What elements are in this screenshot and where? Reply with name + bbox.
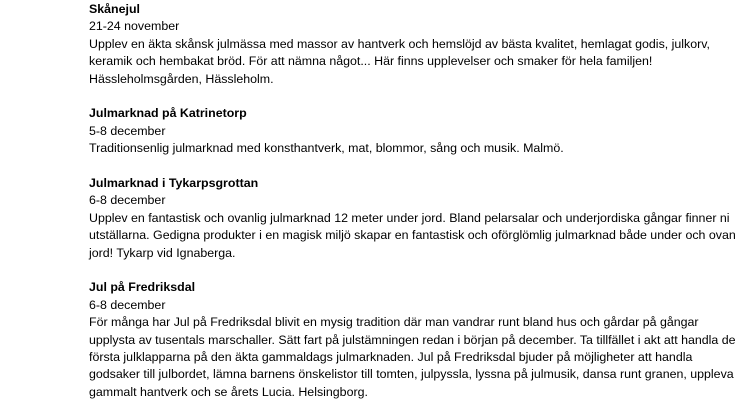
document-body	[89, 1, 739, 419]
event-title: Jul på Fredriksdal	[89, 280, 196, 295]
event-katrinetorp	[89, 105, 739, 157]
event-fredriksdal	[89, 279, 739, 401]
event-date: 21-24 november	[89, 19, 180, 34]
event-skanejul	[89, 1, 739, 88]
event-description: Traditionsenlig julmarknad med konsthantverk, mat, blommor, sång och musik. Malmö.	[89, 141, 564, 156]
event-description: Upplev en äkta skånsk julmässa med massor av hantverk och hemslöjd av bästa kvalitet, hemlagat godis, julkorv, keramik och hembakat bröd. För att nämna något... Här finns upplevelser och smaker för hela familjen! Hässleholmsgården, Hässleholm.	[89, 36, 710, 86]
event-title: Skånejul	[89, 2, 140, 16]
event-description: För många har Jul på Fredriksdal blivit en mysig tradition där man vandrar runt bland hus och gårdar på gångar upplysta av tusentals marschaller. Sätt fart på julstämningen redan i början på december. Ta tillfället i akt att handla de första julklapparna på den äkta gammaldags julmarknaden. Jul på Fredriksdal bjuder på möjligheter att handla godsaker till julbordet, lämna barnens önskelistor till tomten, julpyssla, lyssna på julmusik, dansa runt granen, uppleva gammalt hantverk och se årets Lucia. Helsingborg.	[89, 315, 736, 399]
event-tykarpsgrottan	[89, 175, 739, 262]
event-date: 5-8 december	[89, 123, 166, 138]
event-description: Upplev en fantastisk och ovanlig julmarknad 12 meter under jord. Bland pelarsalar och underjordiska gångar finner ni utställarna. Gedigna produkter i en magisk miljö skapar en fantastisk och oförglömlig julmarknad både under och ovan jord! Tykarp vid Ignaberga.	[89, 210, 736, 260]
event-title: Julmarknad i Tykarpsgrottan	[89, 176, 259, 191]
event-date: 6-8 december	[89, 297, 166, 312]
event-date: 6-8 december	[89, 193, 166, 208]
event-title: Julmarknad på Katrinetorp	[89, 106, 247, 121]
